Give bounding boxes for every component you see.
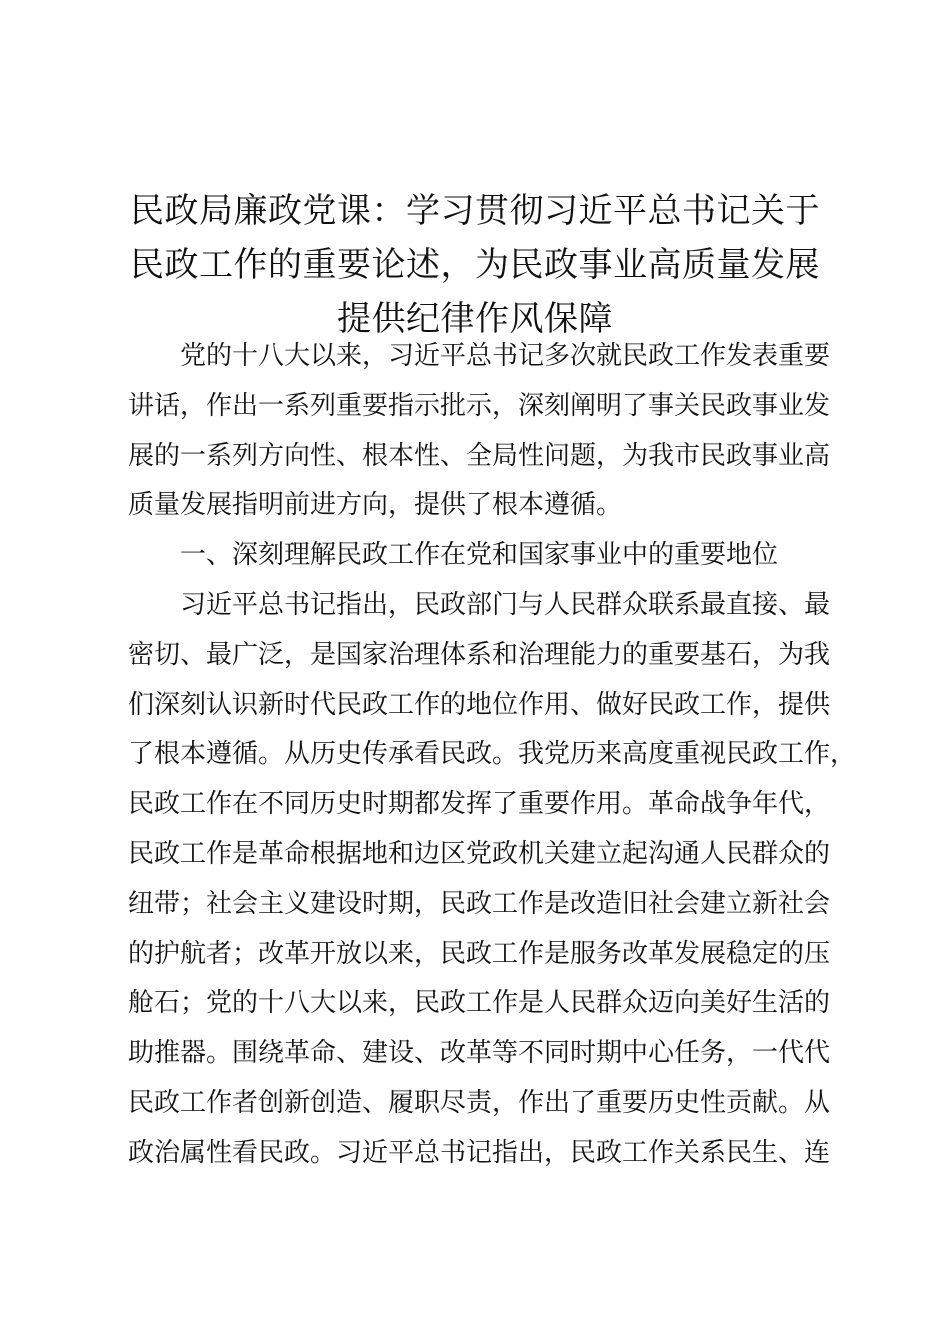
paragraph-2-line: 习近平总书记指出，民政部门与人民群众联系最直接、最 [180, 589, 831, 620]
title-line: 民政局廉政党课：学习贯彻习近平总书记关于 [130, 191, 820, 231]
paragraph-2-line: 政治属性看民政。习近平总书记指出，民政工作关系民生、连 [128, 1137, 831, 1168]
section-heading-1: 一、深刻理解民政工作在党和国家事业中的重要地位 [180, 540, 779, 571]
paragraph-2-line: 的护航者；改革开放以来，民政工作是服务改革发展稳定的压 [128, 938, 831, 969]
title-line: 提供纪律作风保障 [337, 299, 613, 339]
paragraph-1-line: 讲话，作出一系列重要指示批示，深刻阐明了事关民政事业发 [128, 390, 831, 421]
paragraph-2-line: 纽带；社会主义建设时期，民政工作是改造旧社会建立新社会 [128, 888, 831, 919]
paragraph-2-line: 民政工作在不同历史时期都发挥了重要作用。革命战争年代， [128, 789, 831, 820]
title-line: 民政工作的重要论述，为民政事业高质量发展 [130, 245, 820, 285]
document-body [128, 332, 857, 1179]
paragraph-1-line: 质量发展指明前进方向，提供了根本遵循。 [128, 490, 623, 521]
paragraph-2-line: 密切、最广泛，是国家治理体系和治理能力的重要基石，为我 [128, 639, 831, 670]
paragraph-2-line: 了根本遵循。从历史传承看民政。我党历来高度重视民政工作， [128, 739, 857, 770]
paragraph-2-line: 民政工作是革命根据地和边区党政机关建立起沟通人民群众的 [128, 838, 831, 869]
paragraph-1-line: 展的一系列方向性、根本性、全局性问题，为我市民政事业高 [128, 440, 831, 471]
paragraph-2-line: 民政工作者创新创造、履职尽责，作出了重要历史性贡献。从 [128, 1087, 831, 1118]
document-title [110, 184, 840, 346]
paragraph-2-line: 们深刻认识新时代民政工作的地位作用、做好民政工作，提供 [128, 689, 831, 720]
paragraph-2-line: 助推器。围绕革命、建设、改革等不同时期中心任务，一代代 [128, 1038, 831, 1069]
paragraph-1-line: 党的十八大以来，习近平总书记多次就民政工作发表重要 [180, 341, 831, 371]
paragraph-2-line: 舱石；党的十八大以来，民政工作是人民群众迈向美好生活的 [128, 988, 831, 1019]
